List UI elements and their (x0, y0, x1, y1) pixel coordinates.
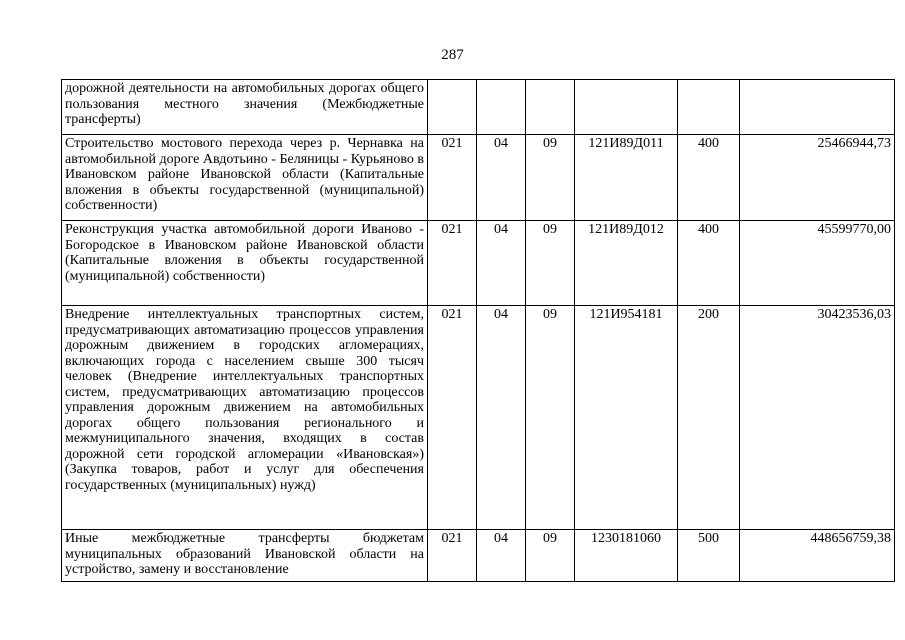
expense-type-code (678, 80, 740, 135)
target-article-code (575, 80, 678, 135)
expense-type-code: 400 (678, 135, 740, 221)
subsection-code: 09 (526, 135, 575, 221)
section-code: 04 (477, 306, 526, 530)
table-row (62, 306, 895, 530)
ministry-code: 021 (428, 530, 477, 582)
section-code: 04 (477, 221, 526, 306)
section-code: 04 (477, 530, 526, 582)
row-description: Внедрение интеллектуальных транспортных систем, предусматривающих автоматизацию процессов управления дорожным движением в городских агломерациях, включающих города с населением свыше 300 тысяч человек (Внедрение интеллектуальных транспортных систем, предусматривающих автоматизацию процессов управления дорожным движением на автомобильных дорогах общего пользования регионального и межмуниципального значения, входящих в состав дорожной сети городской агломерации «Ивановская») (Закупка товаров, работ и услуг для обеспечения государственных (муниципальных) нужд) (62, 306, 428, 530)
subsection-code (526, 80, 575, 135)
expense-type-code: 400 (678, 221, 740, 306)
ministry-code: 021 (428, 221, 477, 306)
amount (740, 80, 895, 135)
amount: 45599770,00 (740, 221, 895, 306)
page-number: 287 (441, 47, 464, 63)
row-description: Реконструкция участка автомобильной дороги Иваново - Богородское в Ивановском районе Ивановской области (Капитальные вложения в объекты государственной (муниципальной) собственности) (62, 221, 428, 306)
ministry-code (428, 80, 477, 135)
subsection-code: 09 (526, 530, 575, 582)
table-row (62, 135, 895, 221)
amount: 30423536,03 (740, 306, 895, 530)
section-code: 04 (477, 135, 526, 221)
ministry-code: 021 (428, 306, 477, 530)
amount: 25466944,73 (740, 135, 895, 221)
target-article-code: 1230181060 (575, 530, 678, 582)
row-description: дорожной деятельности на автомобильных дорогах общего пользования местного значения (Межбюджетные трансферты) (62, 80, 428, 135)
target-article-code: 121И89Д012 (575, 221, 678, 306)
table-row (62, 221, 895, 306)
budget-table (61, 79, 895, 582)
row-description: Строительство мостового перехода через р. Чернавка на автомобильной дороге Авдотьино - Беляницы - Курьяново в Ивановском районе Ивановской области (Капитальные вложения в объекты государственной (муниципальной) собственности) (62, 135, 428, 221)
section-code (477, 80, 526, 135)
target-article-code: 121И954181 (575, 306, 678, 530)
amount: 448656759,38 (740, 530, 895, 582)
subsection-code: 09 (526, 306, 575, 530)
expense-type-code: 500 (678, 530, 740, 582)
subsection-code: 09 (526, 221, 575, 306)
row-description: Иные межбюджетные трансферты бюджетам муниципальных образований Ивановской области на устройство, замену и восстановление (62, 530, 428, 582)
ministry-code: 021 (428, 135, 477, 221)
table-row (62, 80, 895, 135)
table-row (62, 530, 895, 582)
target-article-code: 121И89Д011 (575, 135, 678, 221)
expense-type-code: 200 (678, 306, 740, 530)
